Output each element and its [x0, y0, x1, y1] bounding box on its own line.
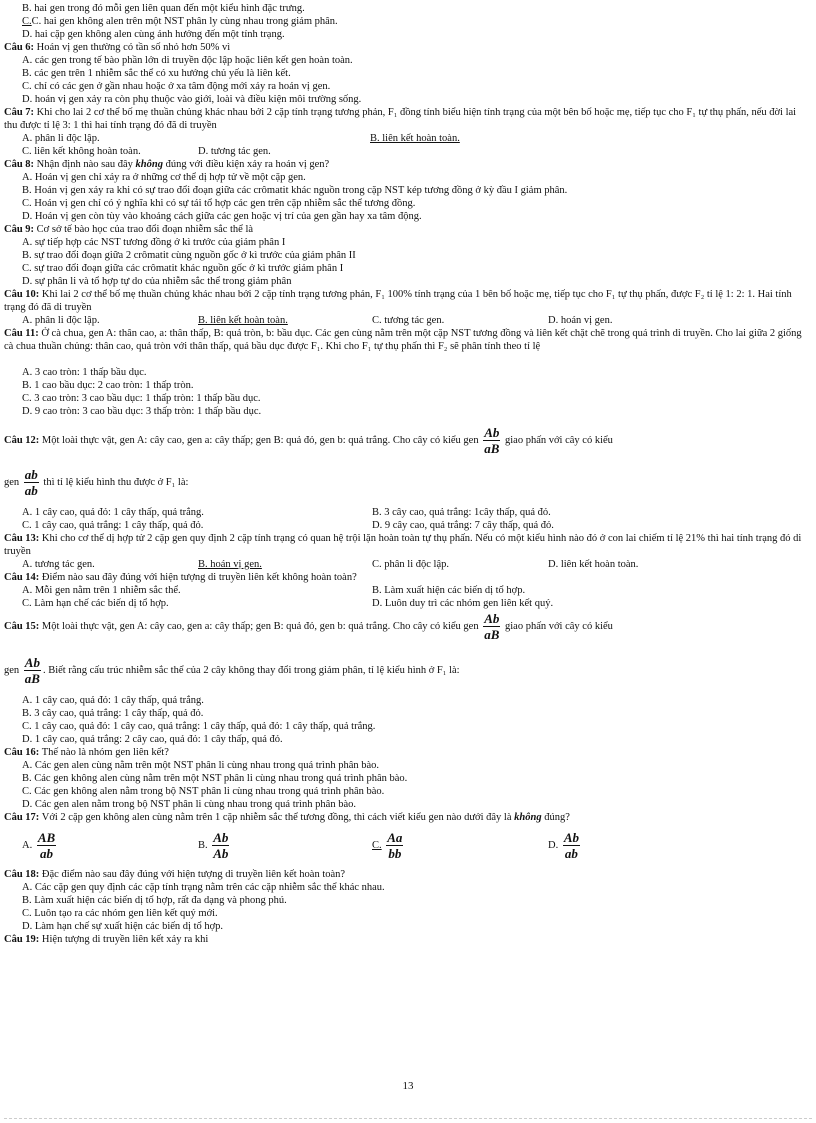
question-7: Câu 7: Khi cho lai 2 cơ thể bố mẹ thuần chủng khác nhau bởi 2 cặp tính trạng tương phản, F₁ đồng tính biểu hiện tính trạng của một bên bố hoặc mẹ, tiếp tục cho F₁ tự thụ phấn, nếu đời lai thu được tỉ lệ 3: 1 thì hai tính trạng đó đã di truyền	[4, 107, 797, 131]
option-b: B. các gen trên 1 nhiễm sắc thể có xu hướng chủ yếu là liên kết.	[22, 68, 291, 79]
question-13: Câu 13: Khi cho cơ thể dị hợp tử 2 cặp gen quy định 2 cặp tính trạng có quan hệ trội lặn hoàn toàn tự thụ phấn. Nếu có một kiểu hình nào đó ở con lai chiếm tỉ lệ 21% thì hai tính trạng đó di truyền	[4, 533, 802, 557]
option-b: B. liên kết hoàn toàn.	[198, 315, 288, 326]
genotype-fraction: $\frac{Ab}{aB}$	[484, 425, 500, 457]
option-d: D. $\frac{Ab}{ab}$	[548, 830, 580, 862]
option-a: A. tương tác gen.	[22, 559, 95, 570]
option-d: D. Hoán vị gen còn tùy vào khoảng cách giữa các gen hoặc vị trí của gen gần hay xa tâm động.	[22, 211, 422, 222]
option-d: D. sự phân li và tổ hợp tự do của nhiễm sắc thể trong giảm phân	[22, 276, 292, 287]
options-row	[22, 597, 810, 610]
question-9: Câu 9: Cơ sở tế bào học của trao đổi đoạn nhiễm sắc thể là	[4, 224, 254, 235]
option-a: A. Các gen alen cùng nằm trên một NST phân li cùng nhau trong quá trình phân bào.	[22, 760, 380, 771]
options-row	[22, 314, 810, 327]
options-row	[22, 519, 810, 532]
options-row	[22, 132, 810, 145]
option-b: B. Hoán vị gen xảy ra khi có sự trao đổi đoạn giữa các crômatit khác nguồn trong cặp NST kép tương đồng ở kỳ đầu I giảm phân.	[22, 185, 568, 196]
option-d: D. 1 cây cao, quả trắng: 2 cây cao, quả đỏ: 1 cây thấp, quả đỏ.	[22, 734, 283, 745]
question-15: Câu 15: Một loài thực vật, gen A: cây cao, gen a: cây thấp; gen B: quả đỏ, gen b: quả trắng. Cho cây có kiểu gen $\frac{Ab}{aB}$ giao phấn với cây có kiểu	[4, 611, 613, 643]
option-d: D. Luôn duy trì các nhóm gen liên kết quý.	[372, 598, 554, 609]
option-line: D. hai cặp gen không alen cùng ảnh hưởng đến một tính trạng.	[22, 29, 285, 40]
option-a: A. Các cặp gen quy định các cặp tính trạng nằm trên các cặp nhiễm sắc thể khác nhau.	[22, 882, 385, 893]
option-c: C. Các gen không alen nằm trong bộ NST phân li cùng nhau trong quá trình phân bào.	[22, 786, 385, 797]
option-b: B. 3 cây cao, quả trắng: 1cây thấp, quả đỏ.	[372, 507, 551, 518]
option-b: B. Làm xuất hiện các biến dị tổ hợp.	[372, 585, 526, 596]
question-17: Câu 17: Với 2 cặp gen không alen cùng nằm trên 1 cặp nhiễm sắc thể tương đồng, thì cách viết kiểu gen nào dưới đây là không đúng?	[4, 812, 570, 823]
question-12-cont: gen $\frac{ab}{ab}$ thì tỉ lệ kiểu hình thu được ở F₁ là:	[4, 467, 189, 499]
option-d: D. Làm hạn chế sự xuất hiện các biến dị tổ hợp.	[22, 921, 224, 932]
genotype-fraction: $\frac{ab}{ab}$	[24, 467, 38, 499]
page-divider	[4, 1118, 812, 1119]
question-19: Câu 19: Hiện tượng di truyền liên kết xảy ra khi	[4, 934, 209, 945]
option-b: B. hoán vị gen.	[198, 559, 262, 570]
question-16: Câu 16: Thế nào là nhóm gen liên kết?	[4, 747, 169, 758]
option-d: D. liên kết hoàn toàn.	[548, 559, 639, 570]
option-c: C. 3 cao tròn: 3 cao bầu dục: 1 thấp tròn: 1 thấp bầu dục.	[22, 393, 261, 404]
option-b: B. liên kết hoàn toàn.	[370, 133, 460, 144]
genotype-fraction: $\frac{Ab}{aB}$	[484, 611, 500, 643]
question-12: Câu 12: Một loài thực vật, gen A: cây cao, gen a: cây thấp; gen B: quả đỏ, gen b: quả trắng. Cho cây có kiểu gen $\frac{Ab}{aB}$ giao phấn với cây có kiểu	[4, 425, 613, 457]
option-c: C. chỉ có các gen ở gần nhau hoặc ở xa tâm động mới xảy ra hoán vị gen.	[22, 81, 331, 92]
option-d: D. 9 cao tròn: 3 cao bầu dục: 3 thấp tròn: 1 thấp bầu dục.	[22, 406, 262, 417]
option-d: D. Các gen alen nằm trong bộ NST phân li cùng nhau trong quá trình phân bào.	[22, 799, 356, 810]
question-6: Câu 6: Hoán vị gen thường có tần số nhỏ hơn 50% vì	[4, 42, 231, 53]
option-c: C. Hoán vị gen chỉ có ý nghĩa khi có sự tái tổ hợp các gen trên cặp nhiễm sắc thể tương đồng.	[22, 198, 416, 209]
option-a: A. 1 cây cao, quả đỏ: 1 cây thấp, quả trắng.	[22, 695, 204, 706]
option-d: D. 9 cây cao, quả trắng: 7 cây thấp, quả đỏ.	[372, 520, 554, 531]
question-8: Câu 8: Nhận định nào sau đây không đúng với điều kiện xảy ra hoán vị gen?	[4, 159, 330, 170]
option-b: B. Các gen không alen cùng nằm trên một NST phân li cùng nhau trong quá trình phân bào.	[22, 773, 408, 784]
option-c: C. Luôn tạo ra các nhóm gen liên kết quý mới.	[22, 908, 218, 919]
option-c: C. phân li độc lập.	[372, 559, 449, 570]
page-number: 13	[402, 1080, 414, 1092]
question-11: Câu 11: Ở cà chua, gen A: thân cao, a: thân thấp, B: quả tròn, b: bầu dục. Các gen cùng nằm trên một cặp NST tương đồng và liên kết chặt chẽ trong quá trình di truyền. Cho lai giữa 2 giống cà chua thuần chủng: thân cao, quả tròn với thân thấp, quả bầu dục được F₁. Khi cho F₁ tự thụ phấn thì F₂ sẽ phân tính theo tỉ lệ	[4, 328, 802, 352]
option-a: A. sự tiếp hợp các NST tương đồng ở kì trước của giảm phân I	[22, 237, 286, 248]
option-a: A. 3 cao tròn: 1 thấp bầu dục.	[22, 367, 147, 378]
option-line: C.C. hai gen không alen trên một NST phân ly cùng nhau trong giảm phân.	[22, 16, 338, 27]
option-line: B. hai gen trong đó mỗi gen liên quan đến một kiểu hình đặc trưng.	[22, 3, 305, 14]
option-b: B. 3 cây cao, quả trắng: 1 cây thấp, quả đỏ.	[22, 708, 204, 719]
option-a: A. phân li độc lập.	[22, 133, 100, 144]
option-c: C. $\frac{Aa}{bb}$	[372, 830, 403, 862]
option-a: A. các gen trong tế bào phần lớn di truyền độc lập hoặc liên kết gen hoàn toàn.	[22, 55, 353, 66]
genotype-fraction: $\frac{Ab}{aB}$	[24, 655, 40, 687]
option-a: A. Mỗi gen nằm trên 1 nhiễm sắc thể.	[22, 585, 181, 596]
question-10: Câu 10: Khi lai 2 cơ thể bố mẹ thuần chủng khác nhau bởi 2 cặp tính trạng tương phản, F₁ 100% tính trạng của 1 bên bố hoặc mẹ, tiếp tục cho F₁ tự thụ phấn, được F₂ tỉ lệ 1: 2: 1. Hai tính trạng đó đã di truyền	[4, 289, 792, 313]
option-c: C. liên kết không hoàn toàn.	[22, 146, 141, 157]
option-c: C. Làm hạn chế các biến dị tổ hợp.	[22, 598, 169, 609]
option-c: C. 1 cây cao, quả trắng: 1 cây thấp, quả đỏ.	[22, 520, 204, 531]
option-a: A. Hoán vị gen chỉ xảy ra ở những cơ thể dị hợp tử về một cặp gen.	[22, 172, 306, 183]
options-row	[22, 145, 810, 158]
option-b: B. Làm xuất hiện các biến dị tổ hợp, rất đa dạng và phong phú.	[22, 895, 287, 906]
options-row	[22, 506, 810, 519]
option-d: D. hoán vị gen xảy ra còn phụ thuộc vào giới, loài và điều kiện môi trường sống.	[22, 94, 362, 105]
option-b: B. $\frac{Ab}{Ab}$	[198, 830, 229, 862]
option-a: A. $\frac{AB}{ab}$	[22, 830, 56, 862]
option-c: C. 1 cây cao, quả đỏ: 1 cây cao, quả trắng: 1 cây thấp, quả đỏ: 1 cây thấp, quả trắng.	[22, 721, 376, 732]
options-row	[22, 584, 810, 597]
options-row	[22, 828, 810, 864]
question-14: Câu 14: Điểm nào sau đây đúng với hiện tượng di truyền liên kết không hoàn toàn?	[4, 572, 357, 583]
option-a: A. phân li độc lập.	[22, 315, 100, 326]
option-b: B. 1 cao bầu dục: 2 cao tròn: 1 thấp tròn.	[22, 380, 194, 391]
question-15-cont: gen $\frac{Ab}{aB}$ . Biết rằng cấu trúc nhiễm sắc thể của 2 cây không thay đổi trong giảm phân, tỉ lệ kiểu hình ở F₁ là:	[4, 655, 460, 687]
option-d: D. hoán vị gen.	[548, 315, 613, 326]
option-a: A. 1 cây cao, quả đỏ: 1 cây thấp, quả trắng.	[22, 507, 204, 518]
option-c: C. sự trao đổi đoạn giữa các crômatit khác nguồn gốc ở kì trước giảm phân I	[22, 263, 344, 274]
question-18: Câu 18: Đặc điểm nào sau đây đúng với hiện tượng di truyền liên kết hoàn toàn?	[4, 869, 346, 880]
option-b: B. sự trao đổi đoạn giữa 2 crômatit cùng nguồn gốc ở kì trước của giảm phân II	[22, 250, 356, 261]
option-d: D. tương tác gen.	[198, 146, 271, 157]
options-row	[22, 558, 810, 571]
option-c: C. tương tác gen.	[372, 315, 445, 326]
